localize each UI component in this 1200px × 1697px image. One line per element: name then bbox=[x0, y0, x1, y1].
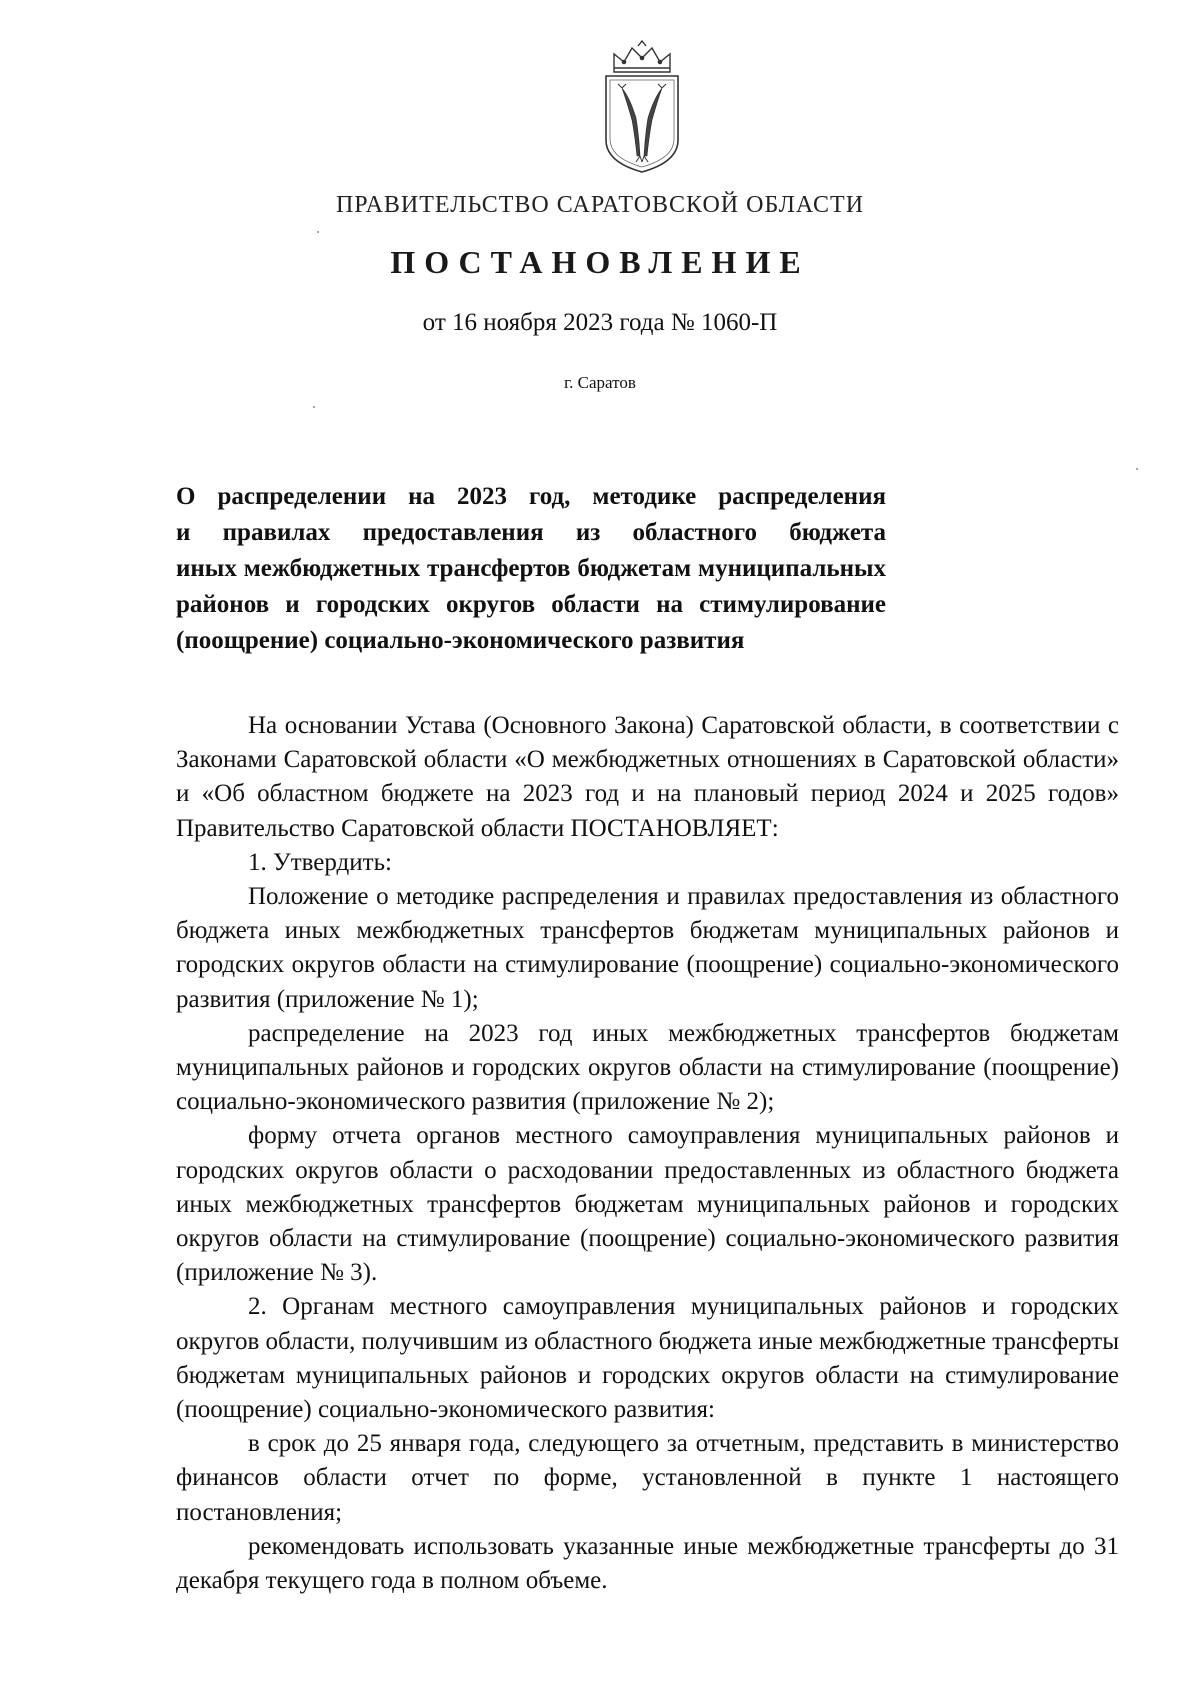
body-paragraph: 1. Утвердить: bbox=[248, 848, 392, 876]
document-subject bbox=[176, 479, 886, 659]
body-paragraph: На основании Устава (Основного Закона) Саратовской области, в соответствии с Законами Саратовской области «О межбюджетных отношениях в Саратовской области» и «Об областном бюджете на 2023 год и на плановый период 2024 и 2025 годов» Правительство Саратовской области ПОСТАНОВЛЯЕТ: bbox=[176, 712, 1119, 842]
subject-line: и правилах предоставления из областного бюджета bbox=[176, 519, 886, 546]
body-paragraph: форму отчета органов местного самоуправления муниципальных районов и городских округов области о расходовании предоставленных из областного бюджета иных межбюджетных трансфертов бюджетам муниципальных районов и городских округов области на стимулирование (поощрение) социально-экономического развития (приложение № 3). bbox=[176, 1122, 1119, 1287]
document-type: ПОСТАНОВЛЕНИЕ bbox=[390, 244, 810, 280]
scan-speck bbox=[1136, 468, 1138, 470]
document-date-number: от 16 ноября 2023 года № 1060-П bbox=[422, 309, 778, 336]
scan-speck bbox=[317, 231, 319, 233]
document-city: г. Саратов bbox=[564, 373, 636, 392]
document-body bbox=[176, 709, 1119, 1598]
body-paragraph: в срок до 25 января года, следующего за отчетным, представить в министерство финансов области отчет по форме, установленной в пункте 1 настоящего постановления; bbox=[176, 1430, 1119, 1526]
subject-line: иных межбюджетных трансфертов бюджетам муниципальных bbox=[176, 555, 886, 582]
body-paragraph: рекомендовать использовать указанные иные межбюджетные трансферты до 31 декабря текущего года в полном объеме. bbox=[176, 1532, 1119, 1595]
scan-speck bbox=[313, 406, 315, 408]
subject-line: районов и городских округов области на стимулирование bbox=[176, 591, 886, 618]
body-paragraph: Положение о методике распределения и правилах предоставления из областного бюджета иных межбюджетных трансфертов бюджетам муниципальных районов и городских округов области на стимулирование (поощрение) социально-экономического развития (приложение № 1); bbox=[176, 883, 1119, 1013]
body-paragraph: распределение на 2023 год иных межбюджетных трансфертов бюджетам муниципальных районов и городских округов области на стимулирование (поощрение) социально-экономического развития (приложение № 2); bbox=[176, 1019, 1119, 1116]
subject-line: О распределении на 2023 год, методике распределения bbox=[176, 483, 886, 510]
government-name: ПРАВИТЕЛЬСТВО САРАТОВСКОЙ ОБЛАСТИ bbox=[335, 192, 865, 218]
subject-line: (поощрение) социально-экономического развития bbox=[176, 627, 745, 654]
saratov-coat-of-arms-icon bbox=[600, 40, 684, 174]
body-paragraph: 2. Органам местного самоуправления муниципальных районов и городских округов области, получившим из областного бюджета иные межбюджетные трансферты бюджетам муниципальных районов и городских округов области на стимулирование (поощрение) социально-экономического развития: bbox=[176, 1293, 1119, 1424]
